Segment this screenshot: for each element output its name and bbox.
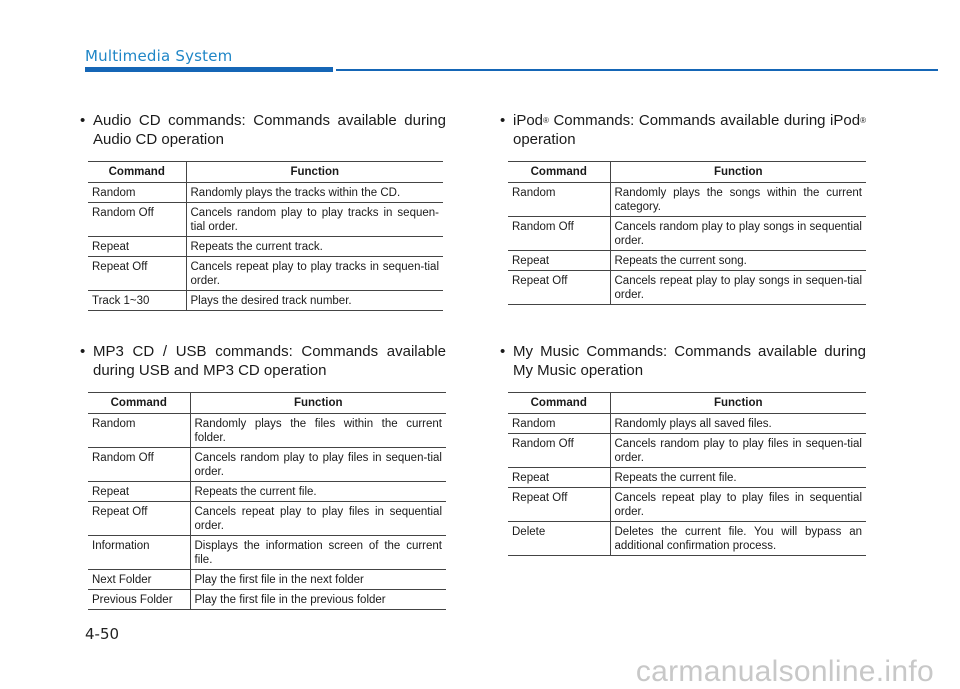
- header-rule-thin: [336, 69, 938, 71]
- ipod-bullet: [500, 111, 866, 149]
- mp3-usb-bullet: • MP3 CD / USB commands: Commands available during USB and MP3 CD operation: [80, 342, 446, 380]
- audio-cd-table: [88, 161, 443, 311]
- table-row: [508, 522, 866, 556]
- command-cell: Random: [508, 414, 610, 434]
- function-cell: Repeats the current track.: [186, 237, 443, 257]
- table-row: [508, 434, 866, 468]
- function-cell: Cancels repeat play to play tracks in sequen-tial order.: [186, 257, 443, 291]
- command-cell: Random Off: [88, 448, 190, 482]
- table-row: [88, 414, 446, 448]
- table-row: [88, 183, 443, 203]
- mp3-usb-table: [88, 392, 446, 610]
- function-cell: Repeats the current file.: [190, 482, 446, 502]
- function-cell: Cancels random play to play tracks in sequen-tial order.: [186, 203, 443, 237]
- command-cell: Repeat Off: [508, 488, 610, 522]
- command-cell: Repeat: [88, 237, 186, 257]
- table-row: [508, 251, 866, 271]
- table-row: [508, 468, 866, 488]
- function-cell: Randomly plays the tracks within the CD.: [186, 183, 443, 203]
- command-cell: Delete: [508, 522, 610, 556]
- column-header-function: Function: [610, 393, 866, 414]
- my-music-table: [508, 392, 866, 556]
- function-cell: Play the first file in the next folder: [190, 570, 446, 590]
- column-header-command: Command: [88, 393, 190, 414]
- function-cell: Displays the information screen of the current file.: [190, 536, 446, 570]
- function-cell: Repeats the current song.: [610, 251, 866, 271]
- column-header-command: Command: [88, 162, 186, 183]
- table-row: [88, 536, 446, 570]
- function-cell: Cancels repeat play to play songs in sequen-tial order.: [610, 271, 866, 305]
- ipod-bullet-part-a: iPod: [513, 112, 544, 129]
- command-cell: Track 1~30: [88, 291, 186, 311]
- column-header-function: Function: [610, 162, 866, 183]
- table-row: [88, 203, 443, 237]
- table-row: [88, 448, 446, 482]
- function-cell: Repeats the current file.: [610, 468, 866, 488]
- table-header-row: [508, 393, 866, 414]
- column-header-command: Command: [508, 393, 610, 414]
- function-cell: Randomly plays the files within the current folder.: [190, 414, 446, 448]
- section-title: Multimedia System: [85, 47, 233, 65]
- ipod-bullet-part-c: operation: [513, 131, 576, 148]
- function-cell: Cancels random play to play files in sequen-tial order.: [190, 448, 446, 482]
- command-cell: Previous Folder: [88, 590, 190, 610]
- table-row: [88, 570, 446, 590]
- command-cell: Random Off: [88, 203, 186, 237]
- table-header-row: [88, 393, 446, 414]
- column-header-function: Function: [186, 162, 443, 183]
- function-cell: Deletes the current file. You will bypass an additional confirmation process.: [610, 522, 866, 556]
- my-music-bullet: • My Music Commands: Commands available during My Music operation: [500, 342, 866, 380]
- command-cell: Repeat: [88, 482, 190, 502]
- ipod-bullet-part-b: Commands: Commands available during iPod: [548, 112, 861, 129]
- table-row: [508, 414, 866, 434]
- table-row: [88, 291, 443, 311]
- table-row: [88, 237, 443, 257]
- function-cell: Cancels random play to play files in sequen-tial order.: [610, 434, 866, 468]
- function-cell: Plays the desired track number.: [186, 291, 443, 311]
- table-row: [88, 502, 446, 536]
- function-cell: Cancels repeat play to play files in sequential order.: [190, 502, 446, 536]
- command-cell: Information: [88, 536, 190, 570]
- watermark: carmanualsonline.info: [635, 655, 934, 688]
- command-cell: Repeat Off: [88, 257, 186, 291]
- command-cell: Repeat: [508, 468, 610, 488]
- table-row: [88, 590, 446, 610]
- command-cell: Repeat Off: [508, 271, 610, 305]
- table-row: [508, 488, 866, 522]
- registered-mark: ®: [860, 116, 866, 125]
- table-row: [508, 183, 866, 217]
- function-cell: Randomly plays all saved files.: [610, 414, 866, 434]
- table-row: [88, 257, 443, 291]
- table-header-row: [88, 162, 443, 183]
- command-cell: Random Off: [508, 217, 610, 251]
- audio-cd-bullet: • Audio CD commands: Commands available during Audio CD operation: [80, 111, 446, 149]
- command-cell: Next Folder: [88, 570, 190, 590]
- registered-mark: ®: [543, 116, 549, 125]
- function-cell: Randomly plays the songs within the current category.: [610, 183, 866, 217]
- function-cell: Cancels repeat play to play files in sequential order.: [610, 488, 866, 522]
- table-header-row: [508, 162, 866, 183]
- command-cell: Repeat Off: [88, 502, 190, 536]
- column-header-function: Function: [190, 393, 446, 414]
- command-cell: Random: [88, 414, 190, 448]
- table-row: [88, 482, 446, 502]
- table-row: [508, 217, 866, 251]
- my-music-section: [500, 342, 866, 556]
- audio-cd-section: [80, 111, 446, 311]
- ipod-section: [500, 111, 866, 305]
- function-cell: Play the first file in the previous folder: [190, 590, 446, 610]
- function-cell: Cancels random play to play songs in sequential order.: [610, 217, 866, 251]
- command-cell: Random: [88, 183, 186, 203]
- command-cell: Random Off: [508, 434, 610, 468]
- command-cell: Repeat: [508, 251, 610, 271]
- command-cell: Random: [508, 183, 610, 217]
- ipod-table: [508, 161, 866, 305]
- page-number: 4-50: [85, 625, 120, 643]
- mp3-usb-section: [80, 342, 446, 610]
- table-row: [508, 271, 866, 305]
- column-header-command: Command: [508, 162, 610, 183]
- header-rule-thick: [85, 67, 333, 72]
